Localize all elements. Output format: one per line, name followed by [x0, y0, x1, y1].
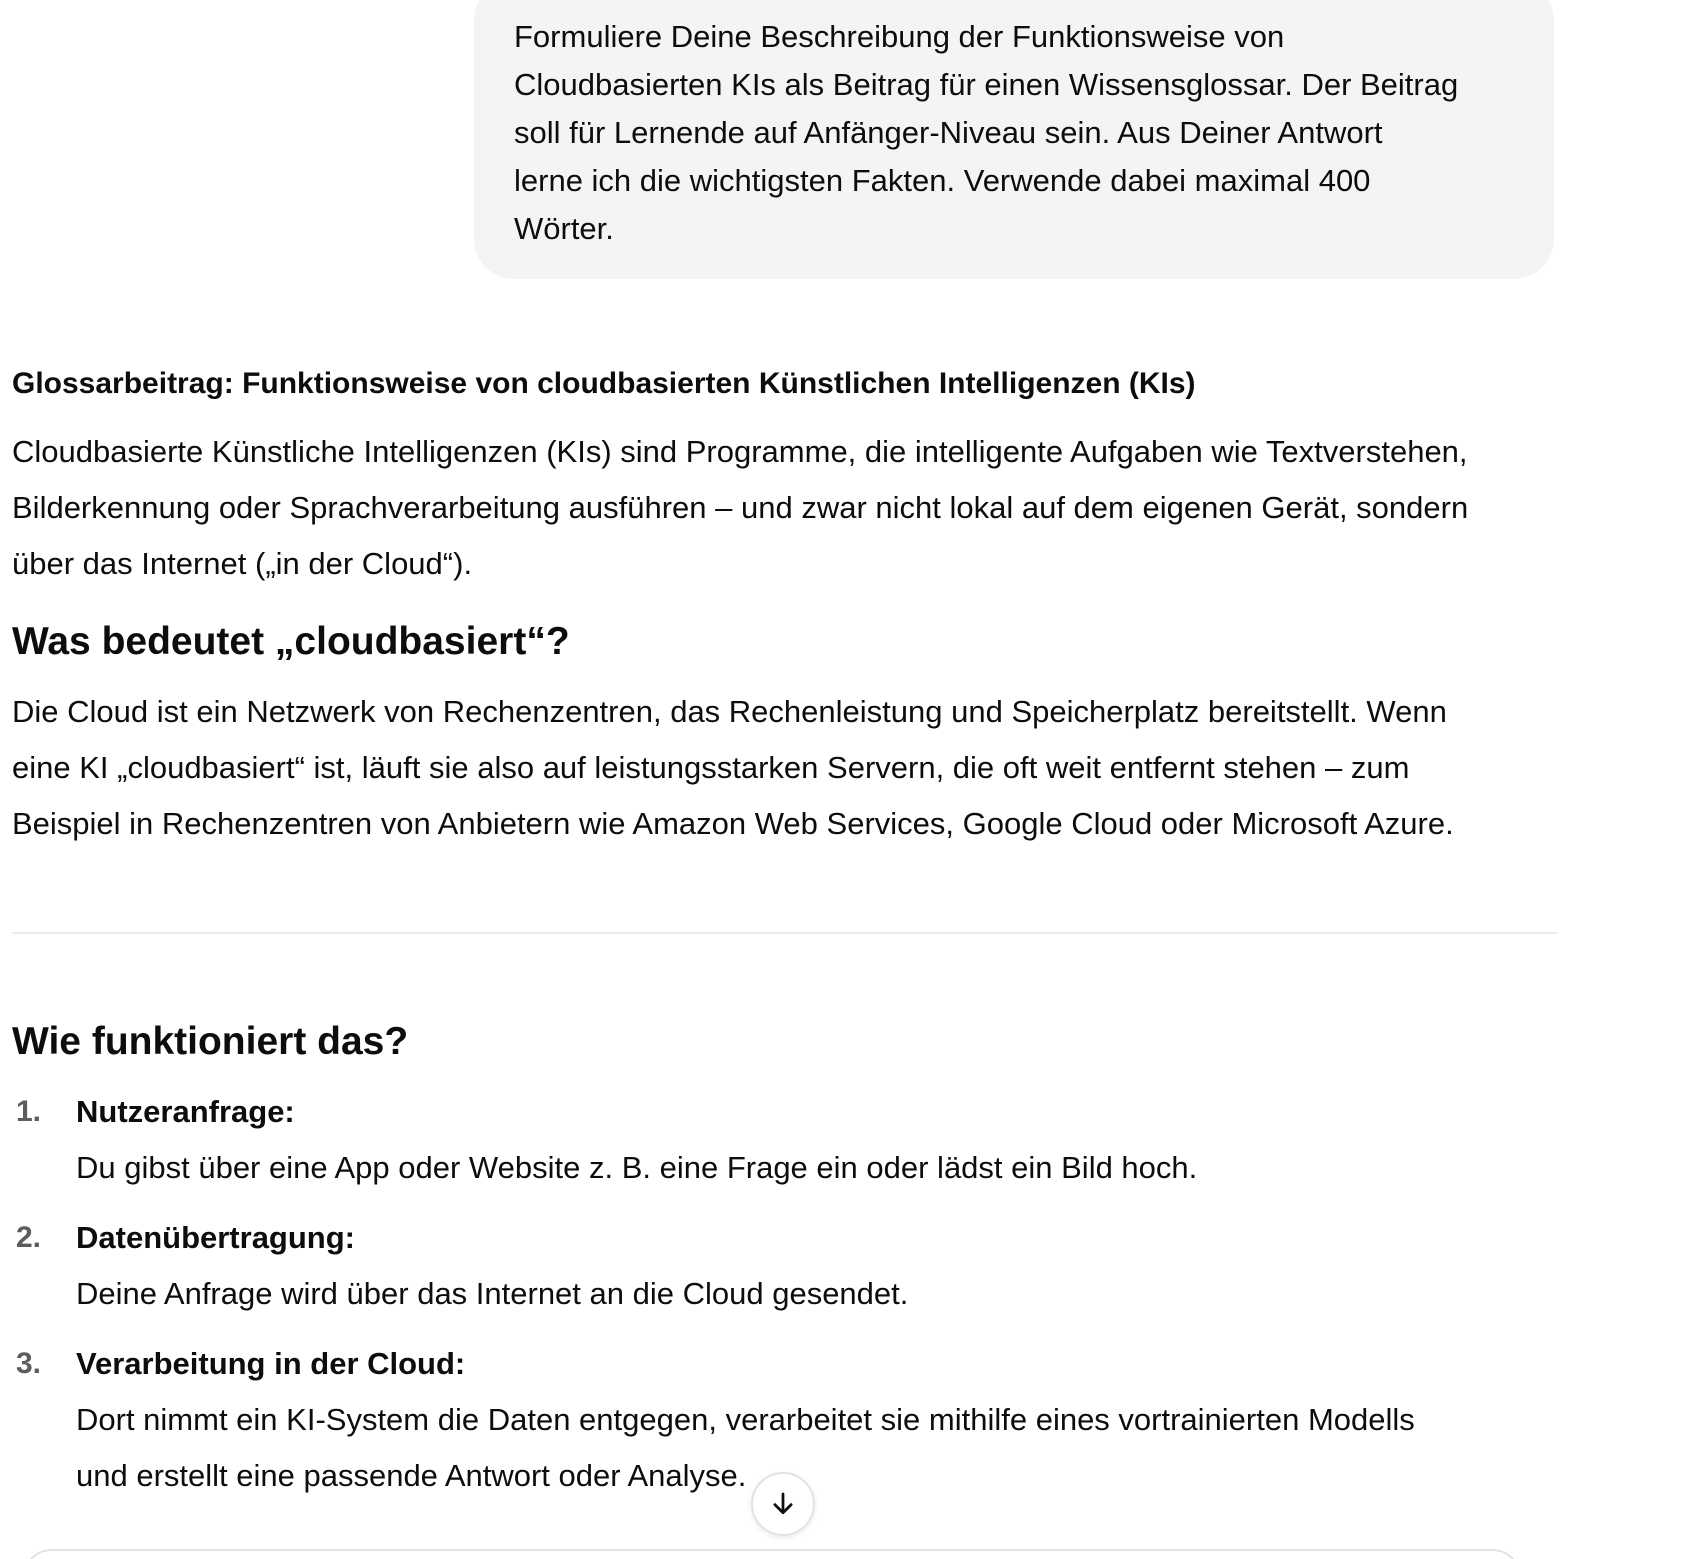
user-message-line: Formuliere Deine Beschreibung der Funktionsweise von [514, 19, 1285, 54]
step-text: Deine Anfrage wird über das Internet an die Cloud gesendet. [76, 1276, 909, 1311]
user-message-bubble [474, 0, 1554, 279]
section1-line: Beispiel in Rechenzentren von Anbietern wie Amazon Web Services, Google Cloud oder Microsoft Azure. [12, 806, 1454, 841]
step-number: 3. [16, 1347, 42, 1380]
section1-line: Die Cloud ist ein Netzwerk von Rechenzentren, das Rechenleistung und Speicherplatz bereitstellt. Wenn [12, 694, 1447, 729]
step-text: Du gibst über eine App oder Website z. B. eine Frage ein oder lädst ein Bild hoch. [76, 1150, 1198, 1185]
step-title: Verarbeitung in der Cloud: [76, 1346, 466, 1381]
section1-paragraph [12, 684, 1557, 852]
user-message-line: Wörter. [514, 211, 614, 246]
scroll-to-bottom-button[interactable] [751, 1472, 815, 1536]
intro-line: Bilderkennung oder Sprachverarbeitung ausführen – und zwar nicht lokal auf dem eigenen Gerät, sondern [12, 490, 1469, 525]
step-text: und erstellt eine passende Antwort oder Analyse. [76, 1458, 747, 1493]
intro-line: über das Internet („in der Cloud“). [12, 546, 473, 581]
answer-title: Glossarbeitrag: Funktionsweise von cloudbasierten Künstlichen Intelligenzen (KIs) [12, 367, 1196, 400]
step-number: 2. [16, 1221, 42, 1254]
user-message-line: lerne ich die wichtigsten Fakten. Verwende dabei maximal 400 [514, 163, 1371, 198]
intro-line: Cloudbasierte Künstliche Intelligenzen (KIs) sind Programme, die intelligente Aufgaben wie Textverstehen, [12, 434, 1468, 469]
section-divider [12, 932, 1557, 934]
user-message-line: soll für Lernende auf Anfänger-Niveau sein. Aus Deiner Antwort [514, 115, 1383, 150]
step-text: Dort nimmt ein KI-System die Daten entgegen, verarbeitet sie mithilfe eines vortrainierten Modells [76, 1402, 1415, 1437]
intro-paragraph [12, 424, 1557, 592]
arrow-down-icon [768, 1489, 798, 1519]
step-title: Nutzeranfrage: [76, 1094, 295, 1129]
list-item [12, 1210, 1557, 1322]
section1-line: eine KI „cloudbasiert“ ist, läuft sie also auf leistungsstarken Servern, die oft weit entfernt stehen – zum [12, 750, 1410, 785]
step-title: Datenübertragung: [76, 1220, 355, 1255]
section-heading-cloudbasiert: Was bedeutet „cloudbasiert“? [12, 620, 570, 663]
list-item [12, 1084, 1557, 1196]
step-number: 1. [16, 1095, 42, 1128]
section-heading-funktioniert: Wie funktioniert das? [12, 1020, 409, 1063]
user-message-line: Cloudbasierten KIs als Beitrag für einen Wissensglossar. Der Beitrag [514, 67, 1459, 102]
message-composer[interactable] [22, 1549, 1522, 1559]
assistant-answer [12, 360, 1557, 1518]
steps-list [12, 1084, 1557, 1504]
